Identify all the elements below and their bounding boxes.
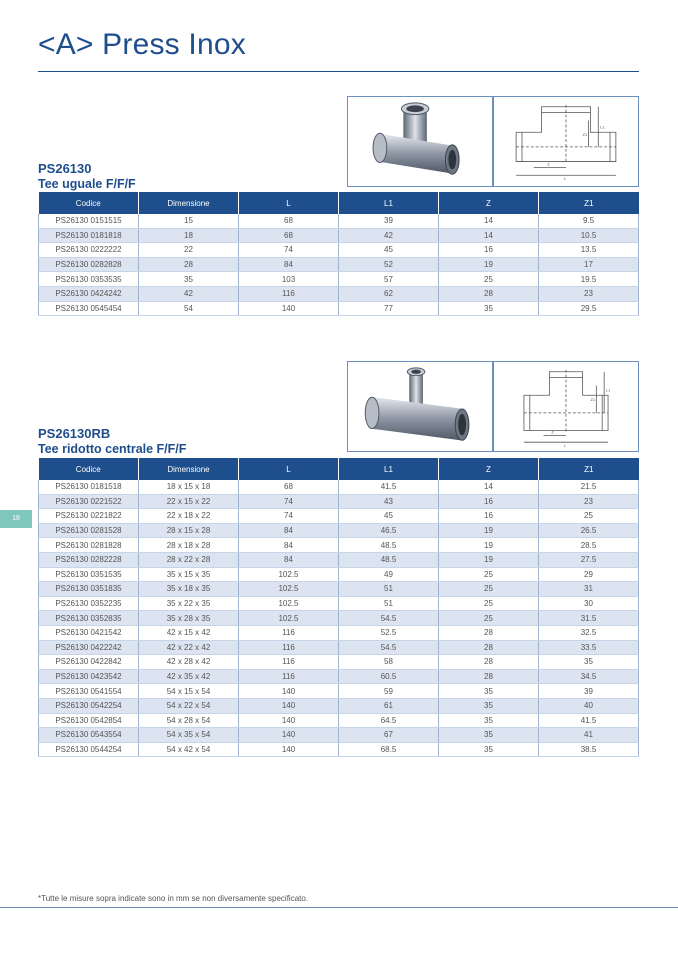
table-cell: 28.5 [539, 538, 639, 553]
svg-text:L: L [564, 443, 567, 449]
table-cell: 30 [539, 596, 639, 611]
table-cell: 41.5 [539, 713, 639, 728]
table-cell: 42 [339, 228, 439, 243]
table-cell: 25 [439, 611, 539, 626]
table-cell: PS26130 0352835 [39, 611, 139, 626]
table-row [39, 655, 639, 670]
table-cell: PS26130 0353535 [39, 272, 139, 287]
table-cell: 68 [239, 228, 339, 243]
table-cell: 74 [239, 494, 339, 509]
table-cell: 60.5 [339, 669, 439, 684]
table-header-row [39, 192, 639, 214]
table-row [39, 582, 639, 597]
table-cell: 14 [439, 480, 539, 494]
table-cell: 52 [339, 257, 439, 272]
column-header: Z [439, 458, 539, 480]
table-cell: 25 [439, 567, 539, 582]
footer-divider [0, 907, 678, 908]
table-cell: 23 [539, 494, 639, 509]
table-row [39, 625, 639, 640]
table-row [39, 301, 639, 316]
table-cell: 23 [539, 286, 639, 301]
table-cell: 54 x 22 x 54 [139, 698, 239, 713]
table-cell: 140 [239, 728, 339, 743]
table-cell: PS26130 0544254 [39, 742, 139, 757]
svg-text:L1: L1 [606, 387, 611, 393]
section2-code: PS26130RB [38, 426, 111, 441]
table-cell: 102.5 [239, 611, 339, 626]
table-cell: 22 x 18 x 22 [139, 509, 239, 524]
table-cell: 21.5 [539, 480, 639, 494]
table-cell: 40 [539, 698, 639, 713]
table-cell: 27.5 [539, 552, 639, 567]
table-cell: 58 [339, 655, 439, 670]
table-cell: 19 [439, 523, 539, 538]
table-cell: 140 [239, 713, 339, 728]
table-cell: 68.5 [339, 742, 439, 757]
table-cell: 29 [539, 567, 639, 582]
table-cell: 35 x 22 x 35 [139, 596, 239, 611]
table-cell: PS26130 0151515 [39, 214, 139, 228]
table-cell: 35 [439, 301, 539, 316]
footnote: *Tutte le misure sopra indicate sono in mm se non diversamente specificato. [38, 894, 309, 903]
svg-text:Z: Z [551, 429, 554, 435]
table-cell: PS26130 0351835 [39, 582, 139, 597]
table-cell: PS26130 0221822 [39, 509, 139, 524]
column-header: L1 [339, 192, 439, 214]
table-cell: PS26130 0424242 [39, 286, 139, 301]
table-cell: 38.5 [539, 742, 639, 757]
table-cell: PS26130 0545454 [39, 301, 139, 316]
table-cell: 116 [239, 640, 339, 655]
table-cell: 116 [239, 669, 339, 684]
table-row [39, 257, 639, 272]
table-cell: 59 [339, 684, 439, 699]
table-cell: 28 [439, 640, 539, 655]
table-cell: 52.5 [339, 625, 439, 640]
table-cell: 35 x 28 x 35 [139, 611, 239, 626]
table-row [39, 742, 639, 757]
table-cell: 19 [439, 257, 539, 272]
table-cell: PS26130 0181518 [39, 480, 139, 494]
table-cell: 29.5 [539, 301, 639, 316]
table-cell: 19 [439, 538, 539, 553]
table-row [39, 596, 639, 611]
svg-text:L1: L1 [600, 124, 605, 130]
table-header-row [39, 458, 639, 480]
table-cell: 74 [239, 509, 339, 524]
table-cell: 25 [539, 509, 639, 524]
column-header: Z1 [539, 458, 639, 480]
table-cell: 57 [339, 272, 439, 287]
table-cell: 33.5 [539, 640, 639, 655]
table-cell: 35 [439, 728, 539, 743]
table-cell: 10.5 [539, 228, 639, 243]
table-cell: 19.5 [539, 272, 639, 287]
table-cell: 39 [539, 684, 639, 699]
column-header: Dimensione [139, 192, 239, 214]
table-cell: 46.5 [339, 523, 439, 538]
table-cell: PS26130 0282228 [39, 552, 139, 567]
table-cell: 25 [439, 272, 539, 287]
table-cell: 15 [139, 214, 239, 228]
table-cell: 16 [439, 509, 539, 524]
table-row [39, 214, 639, 228]
table-row [39, 552, 639, 567]
table-cell: 16 [439, 243, 539, 258]
table-cell: 35 [539, 655, 639, 670]
table-cell: 18 x 15 x 18 [139, 480, 239, 494]
table-cell: 22 [139, 243, 239, 258]
svg-text:Z1: Z1 [582, 132, 588, 138]
table-row [39, 684, 639, 699]
svg-text:Z1: Z1 [590, 397, 596, 403]
table-cell: 41.5 [339, 480, 439, 494]
table-row [39, 228, 639, 243]
table-row [39, 243, 639, 258]
table-cell: PS26130 0221522 [39, 494, 139, 509]
table-cell: 140 [239, 742, 339, 757]
table-row [39, 538, 639, 553]
table-cell: 39 [339, 214, 439, 228]
table-cell: 13.5 [539, 243, 639, 258]
table-cell: 28 [439, 625, 539, 640]
table-row [39, 698, 639, 713]
tee-reduced-drawing-icon [494, 362, 638, 451]
table-cell: PS26130 0351535 [39, 567, 139, 582]
table-cell: 28 x 15 x 28 [139, 523, 239, 538]
table-cell: 49 [339, 567, 439, 582]
table-row [39, 567, 639, 582]
table-row [39, 523, 639, 538]
table-cell: 140 [239, 301, 339, 316]
table-cell: 64.5 [339, 713, 439, 728]
column-header: Z [439, 192, 539, 214]
tee-reduced-photo [347, 361, 493, 452]
table-cell: 68 [239, 480, 339, 494]
table-cell: 103 [239, 272, 339, 287]
table-cell: 45 [339, 509, 439, 524]
table-cell: 35 [439, 742, 539, 757]
table-cell: 54 x 35 x 54 [139, 728, 239, 743]
table-cell: 26.5 [539, 523, 639, 538]
table-cell: 42 x 15 x 42 [139, 625, 239, 640]
table-cell: 28 [439, 286, 539, 301]
table-cell: 102.5 [239, 567, 339, 582]
column-header: L [239, 458, 339, 480]
table-cell: 84 [239, 538, 339, 553]
column-header: L1 [339, 458, 439, 480]
table-cell: 116 [239, 655, 339, 670]
table-cell: 43 [339, 494, 439, 509]
table-cell: 54 x 42 x 54 [139, 742, 239, 757]
table-cell: 32.5 [539, 625, 639, 640]
table-cell: 102.5 [239, 596, 339, 611]
section1-name: Tee uguale F/F/F [38, 177, 136, 191]
table-cell: 54 [139, 301, 239, 316]
table-cell: 25 [439, 596, 539, 611]
spec-table-tee-reduced [38, 458, 639, 757]
table-cell: 9.5 [539, 214, 639, 228]
table-cell: PS26130 0282828 [39, 257, 139, 272]
table-cell: 35 [439, 698, 539, 713]
tee-reduced-photo-icon [348, 362, 492, 451]
table-cell: PS26130 0423542 [39, 669, 139, 684]
table-cell: PS26130 0281528 [39, 523, 139, 538]
tee-equal-photo [347, 96, 493, 187]
table-cell: 42 x 35 x 42 [139, 669, 239, 684]
table-cell: 22 x 15 x 22 [139, 494, 239, 509]
table-cell: 42 [139, 286, 239, 301]
table-row [39, 494, 639, 509]
table-cell: 35 [139, 272, 239, 287]
table-cell: 19 [439, 552, 539, 567]
column-header: L [239, 192, 339, 214]
table-cell: 48.5 [339, 552, 439, 567]
table-cell: 35 x 18 x 35 [139, 582, 239, 597]
table-cell: 116 [239, 286, 339, 301]
section1-code: PS26130 [38, 161, 92, 176]
table-cell: PS26130 0422842 [39, 655, 139, 670]
table-cell: 51 [339, 582, 439, 597]
table-cell: 14 [439, 214, 539, 228]
table-cell: 28 [439, 669, 539, 684]
tee-equal-drawing [493, 96, 639, 187]
table-cell: 54 x 28 x 54 [139, 713, 239, 728]
table-cell: 35 [439, 684, 539, 699]
table-cell: 102.5 [239, 582, 339, 597]
table-cell: 35 [439, 713, 539, 728]
table-cell: 25 [439, 582, 539, 597]
table-cell: 84 [239, 257, 339, 272]
table-cell: 16 [439, 494, 539, 509]
table-row [39, 728, 639, 743]
tee-equal-photo-icon [348, 97, 492, 186]
tee-equal-drawing-icon [494, 97, 638, 186]
svg-text:Z: Z [547, 161, 550, 167]
table-cell: PS26130 0541554 [39, 684, 139, 699]
column-header: Codice [39, 458, 139, 480]
table-cell: 51 [339, 596, 439, 611]
tee-reduced-drawing [493, 361, 639, 452]
table-cell: 28 x 18 x 28 [139, 538, 239, 553]
table-row [39, 509, 639, 524]
table-cell: 42 x 28 x 42 [139, 655, 239, 670]
table-cell: 34.5 [539, 669, 639, 684]
table-cell: 14 [439, 228, 539, 243]
table-row [39, 480, 639, 494]
table-row [39, 272, 639, 287]
spec-table-tee-equal [38, 192, 639, 316]
page-number-tab: 18 [0, 510, 32, 528]
table-cell: 28 [139, 257, 239, 272]
table-cell: 28 x 22 x 28 [139, 552, 239, 567]
table-cell: 54.5 [339, 611, 439, 626]
table-cell: 48.5 [339, 538, 439, 553]
table-cell: 77 [339, 301, 439, 316]
table-cell: PS26130 0281828 [39, 538, 139, 553]
svg-text:L: L [564, 176, 567, 182]
table-cell: 35 x 15 x 35 [139, 567, 239, 582]
table-cell: 17 [539, 257, 639, 272]
table-cell: 68 [239, 214, 339, 228]
table-cell: 42 x 22 x 42 [139, 640, 239, 655]
table-row [39, 713, 639, 728]
table-cell: 31.5 [539, 611, 639, 626]
table-row [39, 611, 639, 626]
table-cell: 84 [239, 523, 339, 538]
table-cell: PS26130 0421542 [39, 625, 139, 640]
page-title: <A> Press Inox [38, 28, 246, 61]
table-cell: PS26130 0543554 [39, 728, 139, 743]
table-cell: 41 [539, 728, 639, 743]
table-cell: 54 x 15 x 54 [139, 684, 239, 699]
table-cell: PS26130 0422242 [39, 640, 139, 655]
table-cell: 31 [539, 582, 639, 597]
table-cell: PS26130 0181818 [39, 228, 139, 243]
column-header: Z1 [539, 192, 639, 214]
table-row [39, 669, 639, 684]
section2-name: Tee ridotto centrale F/F/F [38, 442, 187, 456]
column-header: Dimensione [139, 458, 239, 480]
table-cell: 61 [339, 698, 439, 713]
table-cell: 140 [239, 698, 339, 713]
table-cell: PS26130 0542854 [39, 713, 139, 728]
table-cell: 62 [339, 286, 439, 301]
table-cell: 45 [339, 243, 439, 258]
table-cell: PS26130 0222222 [39, 243, 139, 258]
table-cell: 18 [139, 228, 239, 243]
table-cell: PS26130 0542254 [39, 698, 139, 713]
column-header: Codice [39, 192, 139, 214]
table-cell: 116 [239, 625, 339, 640]
table-row [39, 286, 639, 301]
table-cell: 54.5 [339, 640, 439, 655]
table-cell: 84 [239, 552, 339, 567]
table-row [39, 640, 639, 655]
table-cell: 74 [239, 243, 339, 258]
header-divider [38, 71, 639, 72]
table-cell: 28 [439, 655, 539, 670]
table-cell: 67 [339, 728, 439, 743]
table-cell: PS26130 0352235 [39, 596, 139, 611]
table-cell: 140 [239, 684, 339, 699]
